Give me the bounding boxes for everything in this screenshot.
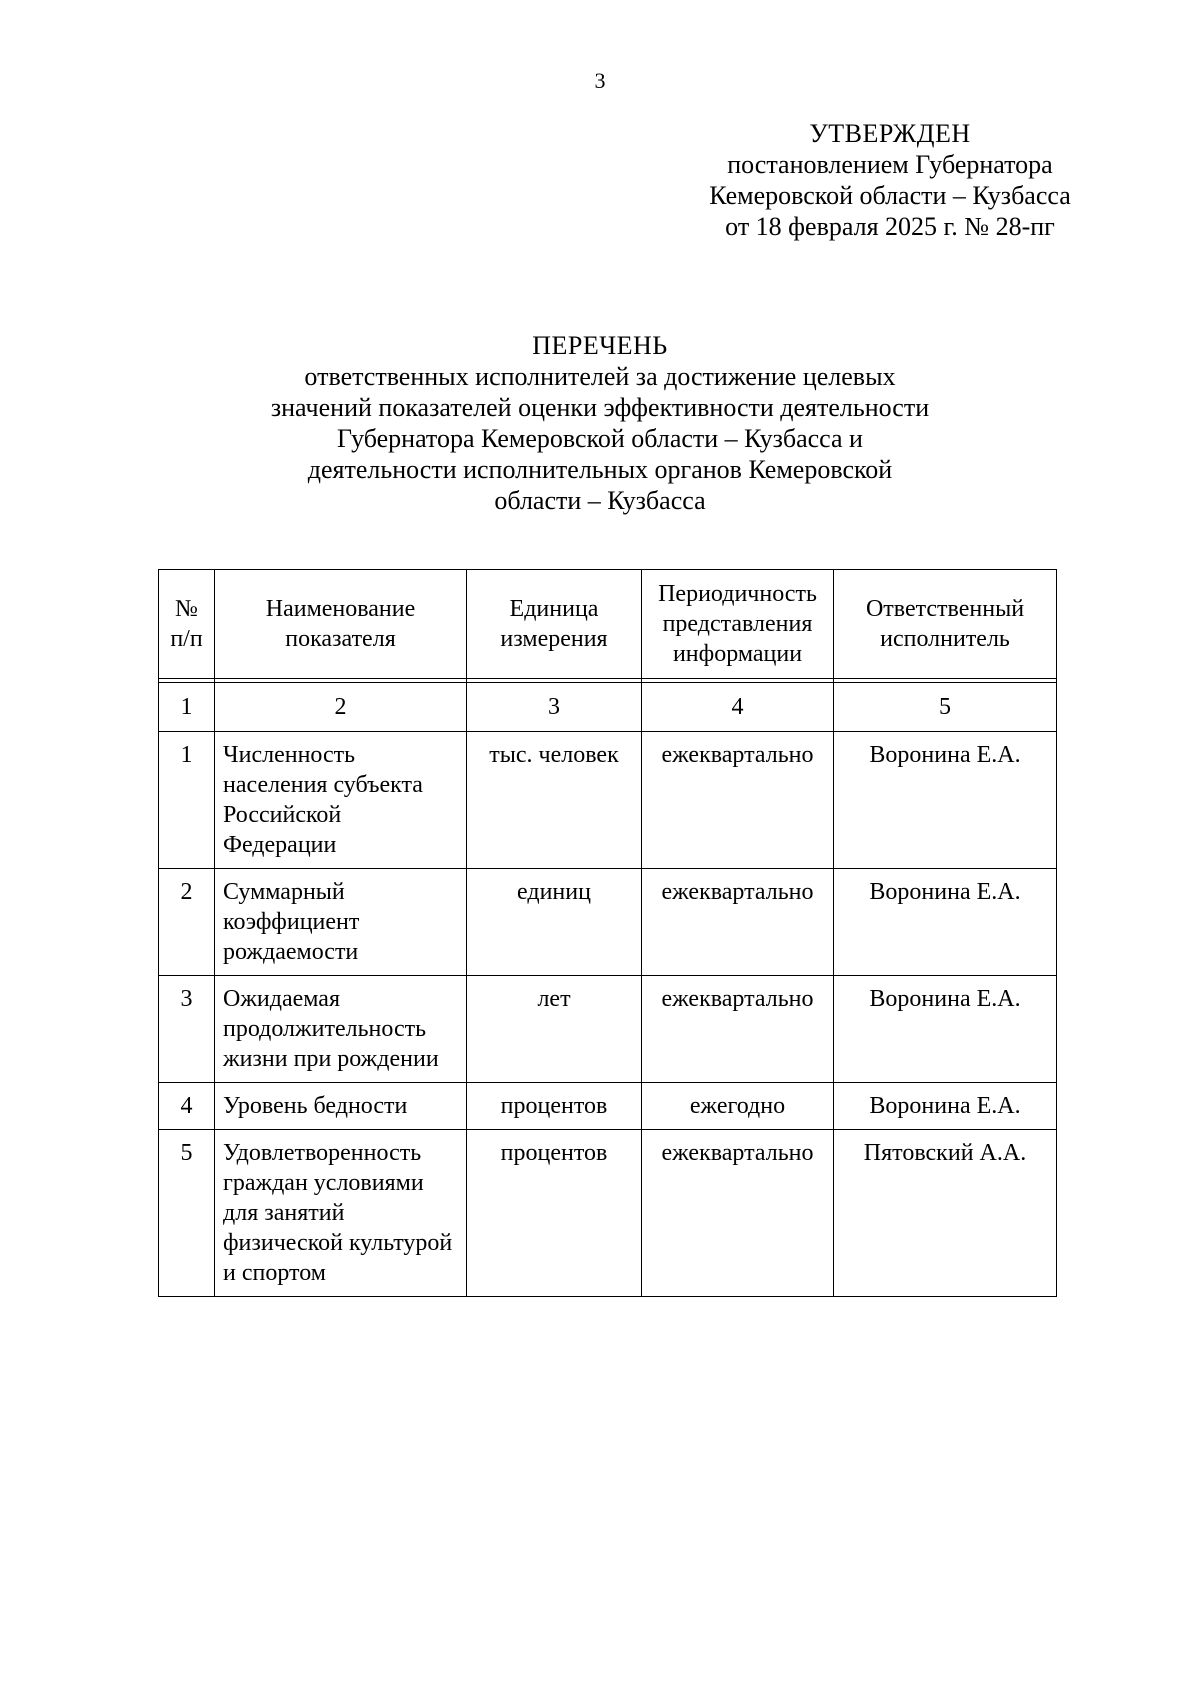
row-indicator-name: Численность населения субъекта Российской Федерации [215,732,467,869]
column-index: 2 [215,683,467,732]
column-index: 3 [467,683,642,732]
row-responsible: Воронина Е.А. [834,869,1057,976]
document-subtitle-line: ответственных исполнителей за достижение целевых [304,362,896,391]
header-responsible: Ответственный исполнитель [834,570,1057,679]
table-row [159,1083,1057,1130]
row-unit: тыс. человек [467,732,642,869]
approval-line: Кемеровской области – Кузбасса [709,181,1071,210]
indicators-table [158,569,1057,1297]
row-responsible: Воронина Е.А. [834,976,1057,1083]
row-period: ежеквартально [642,732,834,869]
document-heading: ПЕРЕЧЕНЬ [532,331,668,360]
document-subtitle-line: деятельности исполнительных органов Кемеровской [307,455,893,484]
approval-date: от 18 февраля 2025 г. № 28-пг [725,212,1055,241]
table-header-row [159,570,1057,679]
row-num: 5 [159,1130,215,1297]
row-responsible: Воронина Е.А. [834,1083,1057,1130]
row-period: ежеквартально [642,976,834,1083]
table-row [159,976,1057,1083]
document-subtitle-line: Губернатора Кемеровской области – Кузбасса и [337,424,863,453]
row-unit: единиц [467,869,642,976]
row-unit: лет [467,976,642,1083]
row-indicator-name: Уровень бедности [215,1083,467,1130]
document-subtitle-line: области – Кузбасса [494,486,706,515]
column-index: 5 [834,683,1057,732]
header-unit: Единица измерения [467,570,642,679]
column-index-row [159,683,1057,732]
column-index: 4 [642,683,834,732]
row-period: ежеквартально [642,869,834,976]
document-subtitle-line: значений показателей оценки эффективности деятельности [270,393,930,422]
row-indicator-name: Суммарный коэффициент рождаемости [215,869,467,976]
row-unit: процентов [467,1083,642,1130]
header-num: № п/п [159,570,215,679]
header-period: Периодичность представления информации [642,570,834,679]
page-number: 3 [594,68,606,93]
table-row [159,732,1057,869]
row-indicator-name: Удовлетворенность граждан условиями для занятий физической культурой и спортом [215,1130,467,1297]
row-num: 3 [159,976,215,1083]
column-index: 1 [159,683,215,732]
row-period: ежеквартально [642,1130,834,1297]
row-unit: процентов [467,1130,642,1297]
approval-line: постановлением Губернатора [727,150,1053,179]
approval-stamp [660,118,1120,242]
document-title [150,330,1050,516]
table-row [159,1130,1057,1297]
header-name: Наименование показателя [215,570,467,679]
row-responsible: Пятовский А.А. [834,1130,1057,1297]
row-period: ежегодно [642,1083,834,1130]
table-row [159,869,1057,976]
row-indicator-name: Ожидаемая продолжительность жизни при рождении [215,976,467,1083]
row-num: 1 [159,732,215,869]
row-num: 4 [159,1083,215,1130]
row-num: 2 [159,869,215,976]
approval-title: УТВЕРЖДЕН [809,119,971,148]
row-responsible: Воронина Е.А. [834,732,1057,869]
